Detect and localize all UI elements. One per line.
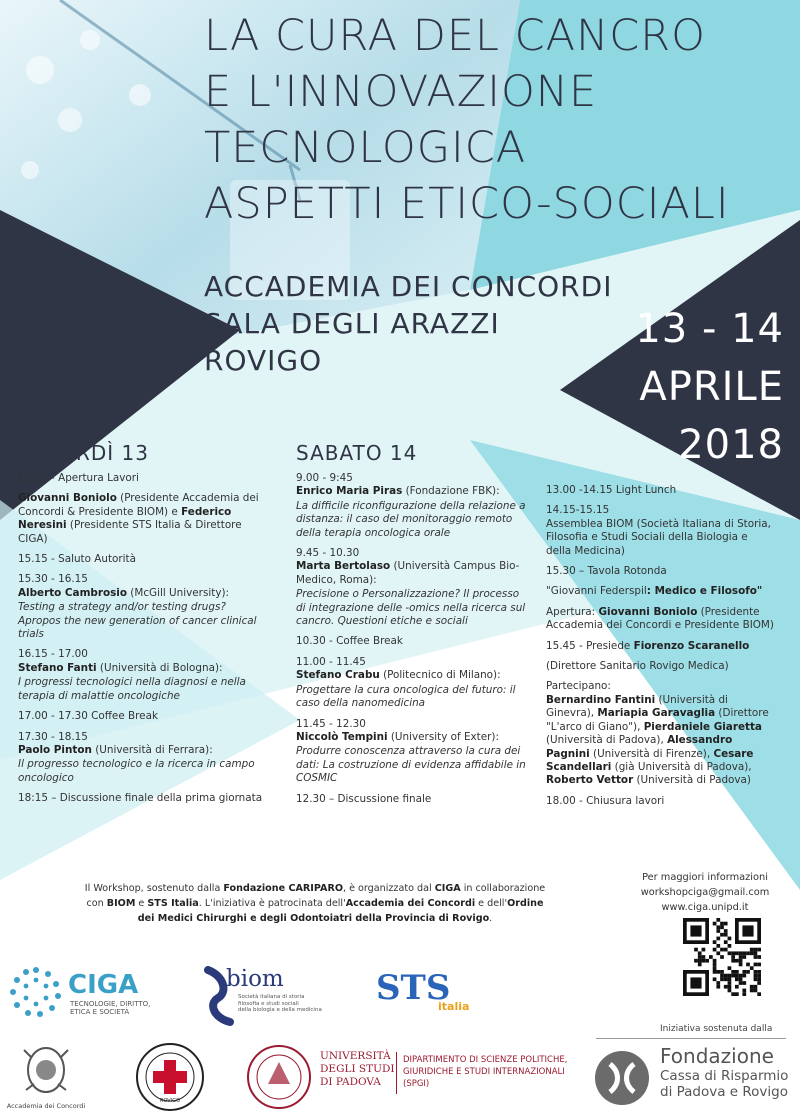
talk-title: Progettare la cura oncologica del futuro: il caso della nanomedicina	[296, 683, 516, 710]
title-line: E L'INNOVAZIONE	[204, 67, 598, 117]
talk-title: La difficile riconfigurazione della relazione a distanza: il caso del monitoraggio remoto della terapia oncologica orale	[296, 499, 526, 539]
qr-module	[690, 977, 701, 988]
qr-module	[713, 959, 717, 963]
note-text: Il Workshop, sostenuto dalla	[84, 883, 224, 894]
qr-module	[750, 985, 754, 989]
biom-subtitle: della biologia e della medicina	[238, 1007, 322, 1013]
qr-module	[742, 970, 746, 974]
program-item	[18, 648, 268, 661]
speaker-name: Cesare Scandellari	[546, 747, 754, 773]
qr-module	[716, 937, 720, 941]
program-item	[296, 472, 526, 485]
qr-module	[702, 959, 706, 963]
note-text: in collaborazione con	[86, 883, 546, 909]
talk-title: Produrre conoscenza attraverso la cura dei dati: La costruzione di evidenza affidabile in COSMIC	[296, 745, 526, 785]
qr-module	[739, 977, 743, 981]
program-item	[18, 792, 268, 805]
qr-module	[716, 918, 720, 922]
qr-module	[713, 977, 717, 981]
program-text: (Università di Ginevra),	[546, 693, 728, 720]
talk-title: I progressi tecnologici nella diagnosi e nella terapia di malattie oncologiche	[18, 676, 246, 702]
program-item	[18, 731, 268, 744]
program-item	[296, 684, 526, 711]
program-item	[296, 500, 526, 540]
day-heading: SABATO 14	[296, 441, 418, 465]
qr-module	[716, 970, 720, 974]
qr-module	[698, 963, 702, 967]
program-item	[546, 518, 776, 558]
qr-module	[754, 948, 758, 952]
biom-name: biom	[226, 966, 284, 992]
qr-module	[716, 951, 720, 955]
note-highlight: Ordine dei Medici Chirurghi e degli Odontoiatri della Provincia di Rovigo	[137, 898, 544, 924]
accademia-crest-icon	[20, 1040, 72, 1100]
fondazione-icon	[594, 1050, 650, 1106]
program-text: 16.15 - 17.00	[18, 648, 88, 661]
qr-module	[754, 977, 758, 981]
note-text: e	[135, 898, 148, 909]
unipd-seal-icon	[246, 1044, 312, 1110]
qr-module	[716, 925, 720, 929]
venue-line: ROVIGO	[204, 344, 323, 377]
qr-module	[720, 955, 724, 959]
email-link[interactable]: workshopciga@gmail.com	[640, 887, 770, 898]
ciga-logo	[8, 964, 158, 1020]
program-text: 11.45 - 12.30	[296, 717, 366, 730]
program-text: (Politecnico di Milano):	[379, 669, 501, 682]
talk-title: Testing a strategy and/or testing drugs? Apropos the new generation of cancer clinical trials	[18, 601, 257, 641]
qr-module	[716, 929, 720, 933]
qr-module	[742, 955, 746, 959]
qr-module	[728, 966, 732, 970]
qr-module	[702, 948, 706, 952]
qr-module	[750, 989, 754, 993]
qr-module	[720, 922, 724, 926]
program-text: 9.45 - 10.30	[296, 547, 360, 560]
speaker-name: Federico Neresini	[18, 505, 232, 532]
program-item	[296, 793, 526, 806]
venue-line: SALA DEGLI ARAZZI	[204, 307, 500, 340]
program-text: (Direttore Sanitario Rovigo Medica)	[546, 660, 729, 673]
qr-module	[735, 992, 739, 996]
ciga-dots-icon	[8, 964, 64, 1020]
qr-module	[746, 970, 750, 974]
program-item	[18, 744, 268, 757]
qr-module	[742, 992, 746, 996]
program-text: (già Università di Padova),	[611, 760, 752, 773]
qr-module	[690, 925, 701, 936]
program-item	[546, 660, 776, 673]
program-text: 15.30 – Tavola Rotonda	[546, 565, 667, 578]
program-item	[296, 745, 526, 785]
qr-module	[716, 944, 720, 948]
qr-module	[713, 966, 717, 970]
note-highlight: CIGA	[434, 883, 461, 894]
qr-module	[735, 974, 739, 978]
qr-module	[731, 955, 735, 959]
note-text: e dell'	[475, 898, 508, 909]
unipd-name: DI PADOVA	[320, 1076, 381, 1088]
program-text: 11.00 - 11.45	[296, 655, 366, 668]
qr-module	[731, 951, 735, 955]
program-item	[296, 669, 526, 682]
support-divider	[596, 1038, 786, 1039]
program-text: Apertura:	[546, 605, 599, 618]
qr-module	[720, 970, 724, 974]
qr-module	[739, 959, 743, 963]
program-text: (Presidente Accademia dei Concordi e Presidente BIOM)	[546, 605, 774, 632]
dates-line: 13 - 14	[635, 306, 784, 352]
note-highlight: STS Italia	[147, 898, 199, 909]
qr-module	[739, 955, 743, 959]
qr-module	[731, 992, 735, 996]
title-line: LA CURA DEL CANCRO	[204, 11, 707, 61]
fondazione-subtitle-line: di Padova e Rovigo	[660, 1084, 788, 1100]
speaker-name: Niccolò Tempini	[296, 730, 388, 743]
program-text: 15.45 - Presiede	[546, 639, 634, 652]
qr-module	[724, 974, 728, 978]
program-item	[296, 635, 526, 648]
talk-title: Precisione o Personalizzazione? Il processo di integrazione delle -omics nella ricerca sul cancro. Questioni etiche e sociali	[296, 588, 526, 628]
program-item	[296, 547, 526, 560]
qr-module	[757, 974, 761, 978]
qr-module	[746, 963, 750, 967]
qr-module	[724, 977, 728, 981]
venue	[204, 268, 612, 379]
qr-module	[724, 922, 728, 926]
note-text: . L'iniziativa è patrocinata dell'	[198, 898, 346, 909]
unipd-divider	[396, 1052, 397, 1094]
talk-title: Il progresso tecnologico e la ricerca in campo oncologico	[18, 758, 255, 784]
speaker-name: Stefano Crabu	[296, 669, 380, 682]
qr-module	[716, 981, 720, 985]
qr-module	[731, 959, 735, 963]
speaker-name: Marta Bertolaso	[296, 560, 391, 573]
program-item	[546, 640, 776, 653]
qr-module	[739, 974, 743, 978]
program-text: 15.15 - Saluto Autorità	[18, 553, 136, 566]
program-item	[18, 710, 268, 723]
qr-module	[754, 989, 758, 993]
contact-info	[630, 870, 780, 915]
qr-module	[702, 955, 706, 959]
ordine-caption: ROVIGO	[159, 1098, 181, 1104]
biom-logo	[200, 966, 330, 1026]
qr-module	[757, 970, 761, 974]
qr-module	[757, 992, 761, 996]
sts-italia-logo	[376, 966, 476, 1018]
speaker-name: Pierdaniele Giaretta	[643, 720, 762, 733]
unipd-name: UNIVERSITÀ	[320, 1050, 391, 1062]
note-text: , è organizzato dal	[342, 883, 435, 894]
program-text: (Università di Firenze),	[589, 747, 714, 760]
ciga-subtitle: ETICA E SOCIETÀ	[70, 1008, 130, 1016]
qr-module	[742, 981, 746, 985]
sts-name: STS	[376, 968, 451, 1008]
speaker-name: Stefano Fanti	[18, 661, 97, 674]
program-item	[296, 718, 526, 731]
biom-subtitle: filosofia e studi sociali	[238, 1000, 299, 1007]
program-day2-continued	[546, 484, 776, 815]
qr-module	[728, 985, 732, 989]
qr-module	[735, 959, 739, 963]
unipd-name: DEGLI STUDI	[320, 1063, 395, 1075]
title-line: TECNOLOGICA	[204, 123, 527, 173]
program-text: Partecipano:	[546, 680, 611, 693]
qr-module	[754, 951, 758, 955]
qr-module	[724, 933, 728, 937]
accademia-concordi-logo	[6, 1040, 86, 1116]
qr-module	[728, 951, 732, 955]
sts-subtitle: italia	[438, 1000, 470, 1013]
qr-module	[713, 922, 717, 926]
program-item	[18, 662, 268, 675]
qr-module	[694, 959, 698, 963]
qr-module	[735, 970, 739, 974]
speaker-name: Alessandro Pagnini	[546, 734, 733, 760]
program-text: (Direttore "L'arco di Giano"),	[546, 707, 769, 733]
speaker-name: Fiorenzo Scaranello	[633, 639, 750, 652]
qr-module	[735, 951, 739, 955]
qr-module	[713, 940, 717, 944]
note-highlight: Fondazione CARIPARO	[223, 883, 343, 894]
program-day2	[296, 440, 526, 813]
qr-module	[750, 948, 754, 952]
qr-module	[724, 929, 728, 933]
qr-module	[750, 951, 754, 955]
program-item	[546, 795, 776, 808]
program-item	[18, 472, 268, 485]
qr-module	[698, 951, 702, 955]
speaker-name: Giovanni Boniolo	[598, 605, 698, 618]
program-item	[18, 676, 268, 703]
qr-module	[757, 977, 761, 981]
qr-module	[746, 951, 750, 955]
fondazione-name: Fondazione	[660, 1044, 774, 1068]
qr-module	[754, 970, 758, 974]
biom-subtitle: Società italiana di storia	[238, 994, 305, 1000]
qr-module	[694, 948, 698, 952]
qr-module	[705, 959, 709, 963]
program-item	[296, 588, 526, 628]
speaker-name: : Medico e Filosofo"	[646, 585, 763, 598]
ordine-medici-logo	[135, 1042, 205, 1112]
qr-module	[754, 974, 758, 978]
qr-module	[742, 989, 746, 993]
unipd-department: DIPARTIMENTO DI SCIENZE POLITICHE,	[403, 1055, 568, 1065]
fondazione-subtitle-line: Cassa di Risparmio	[660, 1068, 789, 1084]
program-item	[296, 560, 526, 587]
dates-line: 2018	[678, 422, 784, 468]
program-text: (Università di Bologna):	[96, 661, 223, 674]
fondazione-subtitle	[660, 1068, 788, 1100]
qr-module	[754, 985, 758, 989]
venue-line: ACCADEMIA DEI CONCORDI	[204, 270, 613, 303]
qr-module	[757, 955, 761, 959]
qr-module	[742, 974, 746, 978]
speaker-name: Alberto Cambrosio	[18, 586, 127, 599]
unipd-logo	[246, 1044, 566, 1114]
qr-module	[720, 977, 724, 981]
info-label: Per maggiori informazioni	[642, 872, 768, 883]
program-text: 10.30 - Coffee Break	[296, 635, 403, 648]
qr-module	[735, 977, 739, 981]
program-text: 15.00 - Apertura Lavori	[18, 472, 139, 484]
qr-module	[757, 981, 761, 985]
qr-module	[739, 981, 743, 985]
program-text: 17.00 - 17.30 Coffee Break	[18, 710, 158, 723]
program-item	[546, 694, 776, 788]
program-item	[18, 587, 268, 600]
program-item	[296, 731, 526, 744]
qr-module	[739, 951, 743, 955]
qr-module	[720, 933, 724, 937]
program-text: (Università Campus Bio-Medico, Roma):	[296, 560, 520, 586]
note-highlight: BIOM	[106, 898, 136, 909]
program-text: (Presidente STS Italia & Direttore CIGA)	[18, 519, 242, 545]
program-text: "Giovanni Federspil	[546, 585, 647, 598]
program-text: (Università di Ferrara):	[91, 743, 213, 756]
qr-module	[724, 948, 728, 952]
qr-module	[698, 959, 702, 963]
speaker-name: Paolo Pinton	[18, 743, 92, 756]
qr-module	[728, 977, 732, 981]
qr-module	[720, 974, 724, 978]
speaker-name: Mariapia Garavaglia	[597, 707, 716, 720]
note-highlight: Accademia dei Concordi	[345, 898, 476, 909]
speaker-name: Giovanni Boniolo	[18, 492, 117, 505]
qr-module	[698, 955, 702, 959]
program-text: 13.00 -14.15 Light Lunch	[546, 484, 677, 496]
qr-module	[742, 925, 753, 936]
program-text: 9.00 - 9:45	[296, 472, 353, 484]
qr-module	[742, 951, 746, 955]
support-label: Iniziativa sostenuta dalla	[660, 1024, 773, 1034]
program-text: 14.15-15.15	[546, 504, 610, 517]
qr-module	[731, 970, 735, 974]
program-text: 17.30 - 18.15	[18, 730, 88, 743]
qr-module	[728, 944, 732, 948]
website-link[interactable]: www.ciga.unipd.it	[661, 902, 749, 913]
day-heading: VENERDÌ 13	[18, 441, 149, 465]
note-text: .	[489, 913, 493, 924]
program-item	[546, 585, 776, 598]
qr-code[interactable]	[683, 918, 761, 996]
program-item	[546, 565, 776, 578]
program-text: Assemblea BIOM (Società Italiana di Storia, Filosofia e Studi Sociali della Biologia e della Medicina)	[546, 517, 771, 557]
dates-line: APRILE	[639, 364, 784, 410]
qr-module	[724, 940, 728, 944]
program-item	[546, 504, 776, 517]
program-item	[296, 485, 526, 498]
qr-module	[750, 966, 754, 970]
program-text: (McGill University):	[127, 586, 230, 599]
unipd-department: (SPGI)	[403, 1079, 430, 1089]
program-text: (University of Exter):	[387, 730, 499, 743]
speaker-name: Bernardino Fantini	[546, 693, 656, 706]
speaker-name: Enrico Maria Piras	[296, 485, 403, 498]
accademia-caption: Accademia dei Concordi	[6, 1102, 86, 1110]
qr-module	[757, 963, 761, 967]
title-line: ASPETTI ETICO-SOCIALI	[204, 179, 730, 229]
speaker-name: Roberto Vettor	[546, 774, 634, 787]
qr-module	[724, 985, 728, 989]
qr-module	[754, 955, 758, 959]
program-text: 18:15 – Discussione finale della prima giornata	[18, 792, 263, 805]
sponsorship-note	[80, 881, 550, 926]
qr-module	[713, 970, 717, 974]
qr-module	[728, 989, 732, 993]
qr-module	[716, 985, 720, 989]
program-item	[18, 492, 268, 546]
qr-module	[728, 937, 732, 941]
program-text: (Presidente Accademia dei Concordi & Presidente BIOM) e	[18, 492, 259, 518]
unipd-department: GIURIDICHE E STUDI INTERNAZIONALI	[403, 1067, 565, 1077]
program-item	[18, 573, 268, 586]
ciga-subtitle: TECNOLOGIE, DIRITTO,	[70, 1000, 151, 1008]
qr-module	[754, 963, 758, 967]
qr-module	[728, 981, 732, 985]
qr-module	[720, 948, 724, 952]
program-item	[18, 553, 268, 566]
ciga-name: CIGA	[68, 970, 139, 1000]
qr-module	[731, 974, 735, 978]
qr-module	[735, 985, 739, 989]
program-text: 15.30 - 16.15	[18, 573, 88, 586]
qr-module	[757, 948, 761, 952]
program-text: (Fondazione FBK):	[402, 485, 500, 498]
program-text: 18.00 - Chiusura lavori	[546, 794, 665, 807]
program-item	[546, 606, 776, 633]
program-item	[18, 601, 268, 641]
event-title	[204, 8, 730, 232]
program-text: (Università di Padova),	[546, 734, 668, 747]
program-item	[296, 656, 526, 669]
program-text: 12.30 – Discussione finale	[296, 792, 432, 805]
qr-module	[709, 955, 713, 959]
program-item	[546, 680, 776, 693]
qr-module	[713, 948, 717, 952]
qr-module	[739, 963, 743, 967]
program-item	[18, 758, 268, 785]
qr-module	[728, 974, 732, 978]
qr-module	[720, 925, 724, 929]
program-text: (Università di Padova)	[633, 774, 751, 787]
program-day1	[18, 440, 268, 813]
qr-module	[713, 963, 717, 967]
event-dates	[604, 300, 784, 474]
program-item	[546, 484, 776, 497]
